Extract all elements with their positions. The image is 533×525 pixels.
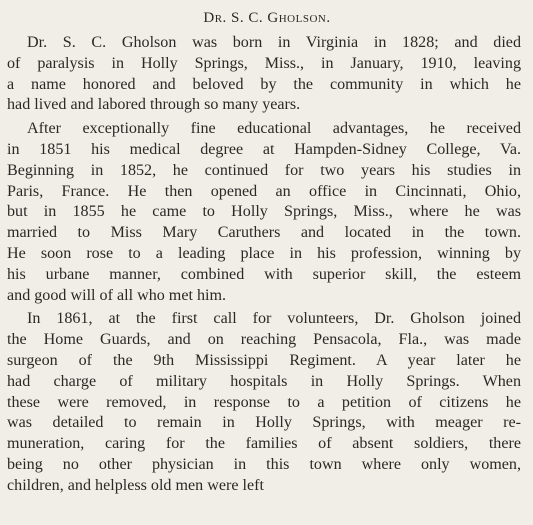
- text-line: of paralysis in Holly Springs, Miss., in January, 1910, leaving: [7, 54, 521, 72]
- text-line: had charge of military hospitals in Holly Springs. When: [7, 372, 521, 390]
- text-line: Dr. S. C. Gholson was born in Virginia in 1828; and died: [27, 34, 521, 51]
- article-title: Dr. S. C. Gholson.: [203, 10, 331, 26]
- text-line: but in 1855 he came to Holly Springs, Miss., where he was: [7, 203, 521, 221]
- text-line: his urbane manner, combined with superior skill, the esteem: [7, 265, 521, 283]
- text-line: and good will of all who met him.: [7, 286, 227, 304]
- text-line: Paris, France. He then opened an office in Cincinnati, Ohio,: [7, 182, 521, 200]
- text-line: children, and helpless old men were left: [7, 476, 264, 494]
- text-line: a name honored and beloved by the community in which he: [7, 75, 521, 93]
- text-line: these were removed, in response to a petition of citizens he: [7, 393, 521, 411]
- text-line: In 1861, at the first call for volunteers, Dr. Gholson joined: [27, 310, 521, 328]
- text-line: Beginning in 1852, he continued for two years his studies in: [7, 161, 521, 179]
- paragraph-1: [7, 33, 521, 116]
- text-line: was detailed to remain in Holly Springs, with meager re-: [7, 414, 521, 432]
- text-line: in 1851 his medical degree at Hampden-Sidney College, Va.: [7, 140, 521, 158]
- text-line: married to Miss Mary Caruthers and located in the town.: [7, 224, 521, 242]
- text-line: surgeon of the 9th Mississippi Regiment. A year later he: [7, 351, 521, 369]
- paragraph-2: [7, 119, 521, 306]
- paragraph-3: [7, 309, 521, 496]
- text-line: being no other physician in this town where only women,: [7, 455, 521, 473]
- text-line: He soon rose to a leading place in his profession, winning by: [7, 244, 521, 262]
- text-line: muneration, caring for the families of absent soldiers, there: [7, 435, 521, 453]
- text-line: had lived and labored through so many years.: [7, 96, 301, 114]
- text-line: After exceptionally fine educational advantages, he received: [27, 120, 521, 138]
- text-line: the Home Guards, and on reaching Pensacola, Fla., was made: [7, 331, 521, 349]
